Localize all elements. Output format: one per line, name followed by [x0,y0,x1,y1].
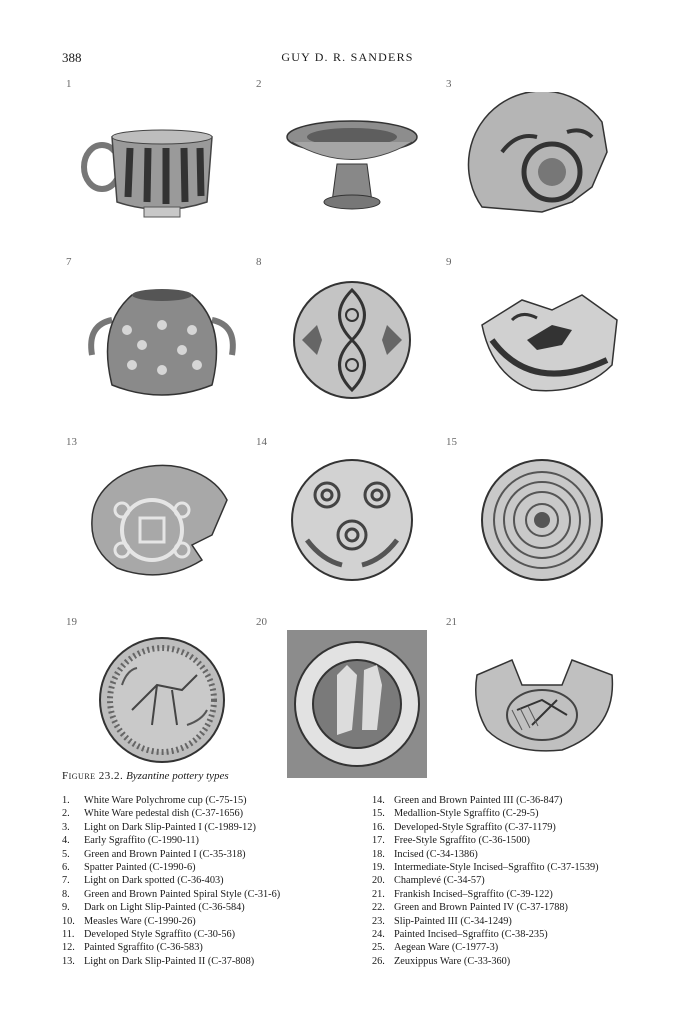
figure-number: 9 [446,256,452,268]
champleve-plate-image [252,630,442,780]
list-item-text: Incised (C-34-1386) [394,848,478,860]
list-item-number: 2. [62,808,70,820]
polychrome-cup-image [62,92,252,232]
list-item-text: Champlevé (C-34-57) [394,875,485,887]
figure-number: 3 [446,78,452,90]
figure-number: 13 [66,436,77,448]
figure-number: 2 [256,78,262,90]
list-item-number: 22. [372,902,385,914]
figure-cell-21 [442,616,632,786]
list-item-text: Aegean Ware (C-1977-3) [394,942,499,954]
figure-number: 14 [256,436,267,448]
list-item [372,888,642,901]
medallion-bowl-image [442,450,632,590]
list-item [372,955,642,968]
list-item-text: Developed-Style Sgraffito (C-37-1179) [394,821,556,833]
spotted-jar-image [62,270,252,410]
list-item-number: 7. [62,875,70,887]
list-item-text: Green and Brown Painted I (C-35-318) [84,848,246,860]
list-item-text: Slip-Painted III (C-34-1249) [394,915,512,927]
list-item [62,821,362,834]
list-item-number: 18. [372,848,385,860]
figure-cell-2 [252,78,442,248]
list-item-number: 4. [62,835,70,847]
list-item-number: 17. [372,835,385,847]
list-item-text: Measles Ware (C-1990-26) [84,915,196,927]
list-item [62,915,362,928]
caption-title: Byzantine pottery types [126,770,229,782]
list-item-text: Developed Style Sgraffito (C-30-56) [84,929,236,941]
list-item [62,941,362,954]
list-item-number: 8. [62,888,70,900]
list-item-number: 14. [372,795,385,806]
list-item-number: 5. [62,848,70,860]
running-head: GUY D. R. SANDERS [281,50,414,64]
figure-number: 20 [256,616,267,628]
list-item [372,807,642,820]
spiral-style-plate-image [252,270,442,410]
figure-cell-1 [62,78,252,248]
list-item-text: Medallion-Style Sgraffito (C-29-5) [394,808,539,820]
figure-cell-8 [252,256,442,426]
list-item-text: Light on Dark Slip-Painted I (C-1989-12) [84,821,256,833]
page-number: 388 [62,50,82,65]
pedestal-dish-image [252,92,442,232]
list-item-number: 16. [372,821,385,833]
list-item [62,834,362,847]
list-item [62,794,362,807]
figure-number: 7 [66,256,72,268]
figure-number: 19 [66,616,77,628]
list-item-text: Early Sgraffito (C-1990-11) [84,835,199,847]
list-item [372,901,642,914]
list-item [372,915,642,928]
list-item-number: 15. [372,808,385,820]
figure-cell-3 [442,78,632,248]
list-item-text: Painted Incised–Sgraffito (C-38-235) [394,929,548,941]
list-item-number: 3. [62,821,70,833]
list-item-number: 11. [62,929,75,941]
figure-number: 15 [446,436,457,448]
figure-number: 21 [446,616,457,628]
list-item-number: 6. [62,862,70,874]
bird-plate-sherd-image [442,270,632,410]
pottery-figure-grid [62,78,632,768]
figure-cell-19 [62,616,252,786]
figure-cell-14 [252,436,442,606]
list-item [62,807,362,820]
list-item-text: Light on Dark Slip-Painted II (C-37-808) [84,955,255,967]
slip-painted-sherd-image [442,92,632,232]
list-item [62,955,362,968]
list-item-number: 9. [62,902,70,914]
list-item-text: Free-Style Sgraffito (C-36-1500) [394,835,530,847]
list-item-number: 1. [62,795,70,806]
list-item-text: Zeuxippus Ware (C-33-360) [394,955,511,967]
list-item-text: Spatter Painted (C-1990-6) [84,862,196,874]
list-item-number: 19. [372,862,385,874]
list-item [62,928,362,941]
list-item [372,861,642,874]
list-item-text: Dark on Light Slip-Painted (C-36-584) [84,902,245,914]
list-item [372,928,642,941]
page-header [62,50,633,68]
list-column-right [372,794,642,968]
list-item [372,848,642,861]
list-item-text: Painted Sgraffito (C-36-583) [84,942,203,954]
figure-cell-20 [252,616,442,786]
list-item-text: Green and Brown Painted IV (C-37-1788) [394,902,568,914]
list-item-text: Intermediate-Style Incised–Sgraffito (C-37-1539) [394,862,599,874]
list-item-number: 21. [372,888,385,900]
list-item-text: Green and Brown Painted III (C-36-847) [394,795,563,806]
list-item-text: White Ware pedestal dish (C-37-1656) [84,808,244,820]
incised-sgraffito-plate-image [62,630,252,770]
figure-number: 8 [256,256,262,268]
list-item-text: Green and Brown Painted Spiral Style (C-31-6) [84,888,281,900]
spiral-plate-image [252,450,442,590]
list-item-number: 26. [372,955,385,967]
frankish-sgraffito-bowl-image [442,630,632,770]
list-item-text: Light on Dark spotted (C-36-403) [84,875,224,887]
list-item-number: 25. [372,942,385,954]
pottery-type-list [62,794,642,968]
caption-label: Figure 23.2. [62,770,124,782]
list-item [372,941,642,954]
list-item [372,794,642,807]
list-item-text: White Ware Polychrome cup (C-75-15) [84,795,247,806]
figure-cell-13 [62,436,252,606]
list-column-left [62,794,362,968]
figure-cell-7 [62,256,252,426]
list-item [62,901,362,914]
figure-cell-9 [442,256,632,426]
list-item-number: 24. [372,929,385,941]
figure-caption [62,770,229,782]
list-item [62,848,362,861]
list-item [62,861,362,874]
list-item-number: 12. [62,942,75,954]
figure-cell-15 [442,436,632,606]
list-item [62,874,362,887]
list-item-number: 20. [372,875,385,887]
list-item [372,834,642,847]
list-item [372,874,642,887]
list-item-text: Frankish Incised–Sgraffito (C-39-122) [394,888,553,900]
figure-number: 1 [66,78,72,90]
rosette-plate-image [62,450,252,590]
list-item [62,888,362,901]
list-item-number: 13. [62,955,75,967]
list-item [372,821,642,834]
list-item-number: 23. [372,915,385,927]
list-item-number: 10. [62,915,75,927]
